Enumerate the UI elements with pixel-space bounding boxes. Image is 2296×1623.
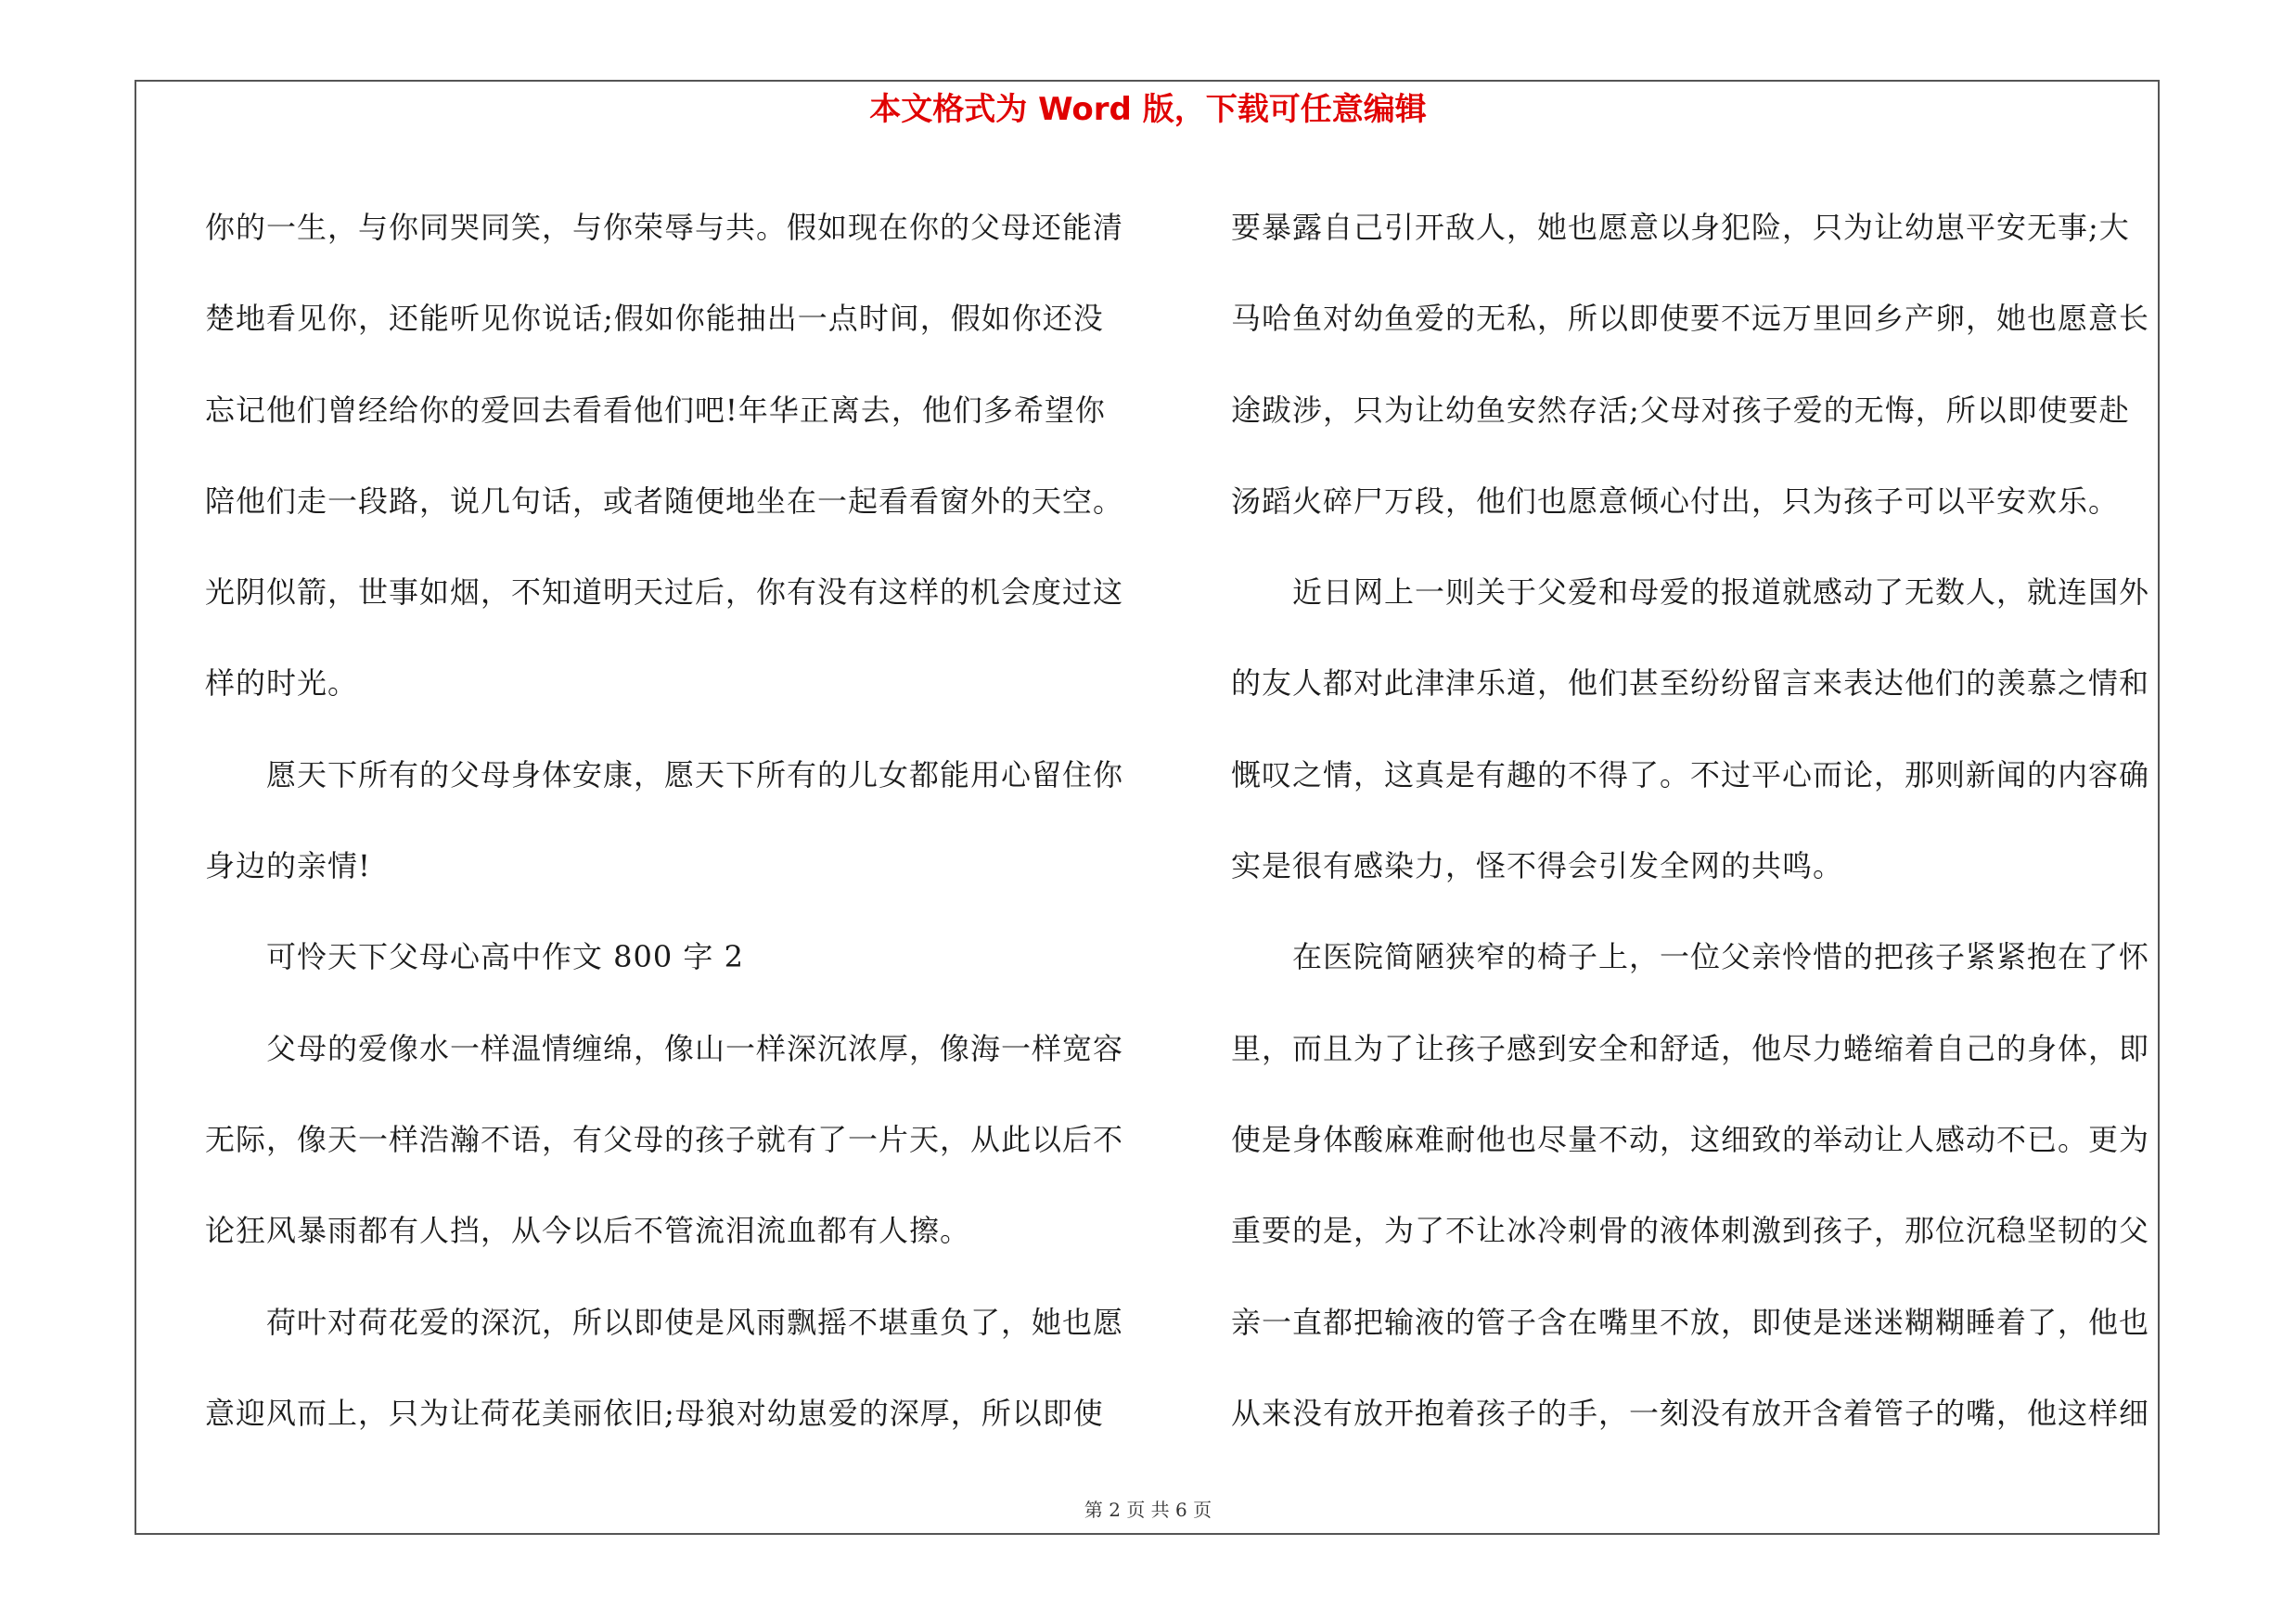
text-line: 意迎风而上，只为让荷花美丽依旧;母狼对幼崽爱的深厚，所以即使 bbox=[205, 1395, 1104, 1431]
word-format-banner: 本文格式为 Word 版，下载可任意编辑 bbox=[869, 91, 1427, 128]
left-column bbox=[205, 182, 1128, 1459]
text-line: 忘记他们曾经给你的爱回去看看他们吧!年华正离去，他们多希望你 bbox=[205, 392, 1106, 428]
text-line: 你的一生，与你同哭同笑，与你荣辱与共。假如现在你的父母还能清 bbox=[205, 210, 1124, 245]
text-line: 身边的亲情! bbox=[205, 848, 371, 884]
text-line: 实是很有感染力，怪不得会引发全网的共鸣。 bbox=[1231, 848, 1844, 884]
text-line: 楚地看见你，还能听见你说话;假如你能抽出一点时间，假如你还没 bbox=[205, 301, 1104, 337]
text-line: 里，而且为了让孩子感到安全和舒适，他尽力蜷缩着自己的身体，即 bbox=[1231, 1030, 2150, 1066]
text-line: 亲一直都把输液的管子含在嘴里不放，即使是迷迷糊糊睡着了，他也 bbox=[1231, 1304, 2150, 1340]
page-number-footer: 第 2 页 共 6 页 bbox=[1084, 1499, 1212, 1521]
text-line: 近日网上一则关于父爱和母爱的报道就感动了无数人，就连国外 bbox=[1292, 574, 2150, 611]
text-line: 马哈鱼对幼鱼爱的无私，所以即使要不远万里回乡产卵，她也愿意长 bbox=[1231, 301, 2150, 337]
text-line: 样的时光。 bbox=[205, 665, 359, 702]
text-line: 陪他们走一段路，说几句话，或者随便地坐在一起看看窗外的天空。 bbox=[205, 483, 1124, 519]
text-line: 重要的是，为了不让冰冷刺骨的液体刺激到孩子，那位沉稳坚韧的父 bbox=[1231, 1213, 2150, 1249]
text-line: 论狂风暴雨都有人挡，从今以后不管流泪流血都有人擦。 bbox=[205, 1213, 971, 1249]
text-line: 慨叹之情，这真是有趣的不得了。不过平心而论，那则新闻的内容确 bbox=[1231, 756, 2150, 792]
text-line: 途跋涉，只为让幼鱼安然存活;父母对孩子爱的无悔，所以即使要赴 bbox=[1231, 392, 2130, 428]
text-line: 要暴露自己引开敌人，她也愿意以身犯险，只为让幼崽平安无事;大 bbox=[1231, 210, 2130, 245]
section-heading: 可怜天下父母心高中作文 800 字 2 bbox=[266, 939, 744, 975]
text-line: 使是身体酸麻难耐他也尽量不动，这细致的举动让人感动不已。更为 bbox=[1231, 1121, 2150, 1157]
right-column bbox=[1231, 182, 2154, 1459]
text-line: 光阴似箭，世事如烟，不知道明天过后，你有没有这样的机会度过这 bbox=[205, 574, 1124, 611]
text-line: 汤蹈火碎尸万段，他们也愿意倾心付出，只为孩子可以平安欢乐。 bbox=[1231, 483, 2120, 519]
text-line: 在医院简陋狭窄的椅子上，一位父亲怜惜的把孩子紧紧抱在了怀 bbox=[1292, 939, 2150, 975]
text-line: 愿天下所有的父母身体安康，愿天下所有的儿女都能用心留住你 bbox=[266, 756, 1124, 792]
text-line: 从来没有放开抱着孩子的手，一刻没有放开含着管子的嘴，他这样细 bbox=[1231, 1395, 2150, 1431]
text-line: 无际，像天一样浩瀚不语，有父母的孩子就有了一片天，从此以后不 bbox=[205, 1121, 1124, 1157]
text-line: 的友人都对此津津乐道，他们甚至纷纷留言来表达他们的羡慕之情和 bbox=[1231, 665, 2150, 702]
text-line: 父母的爱像水一样温情缠绵，像山一样深沉浓厚，像海一样宽容 bbox=[266, 1030, 1124, 1066]
text-line: 荷叶对荷花爱的深沉，所以即使是风雨飘摇不堪重负了，她也愿 bbox=[266, 1304, 1124, 1340]
